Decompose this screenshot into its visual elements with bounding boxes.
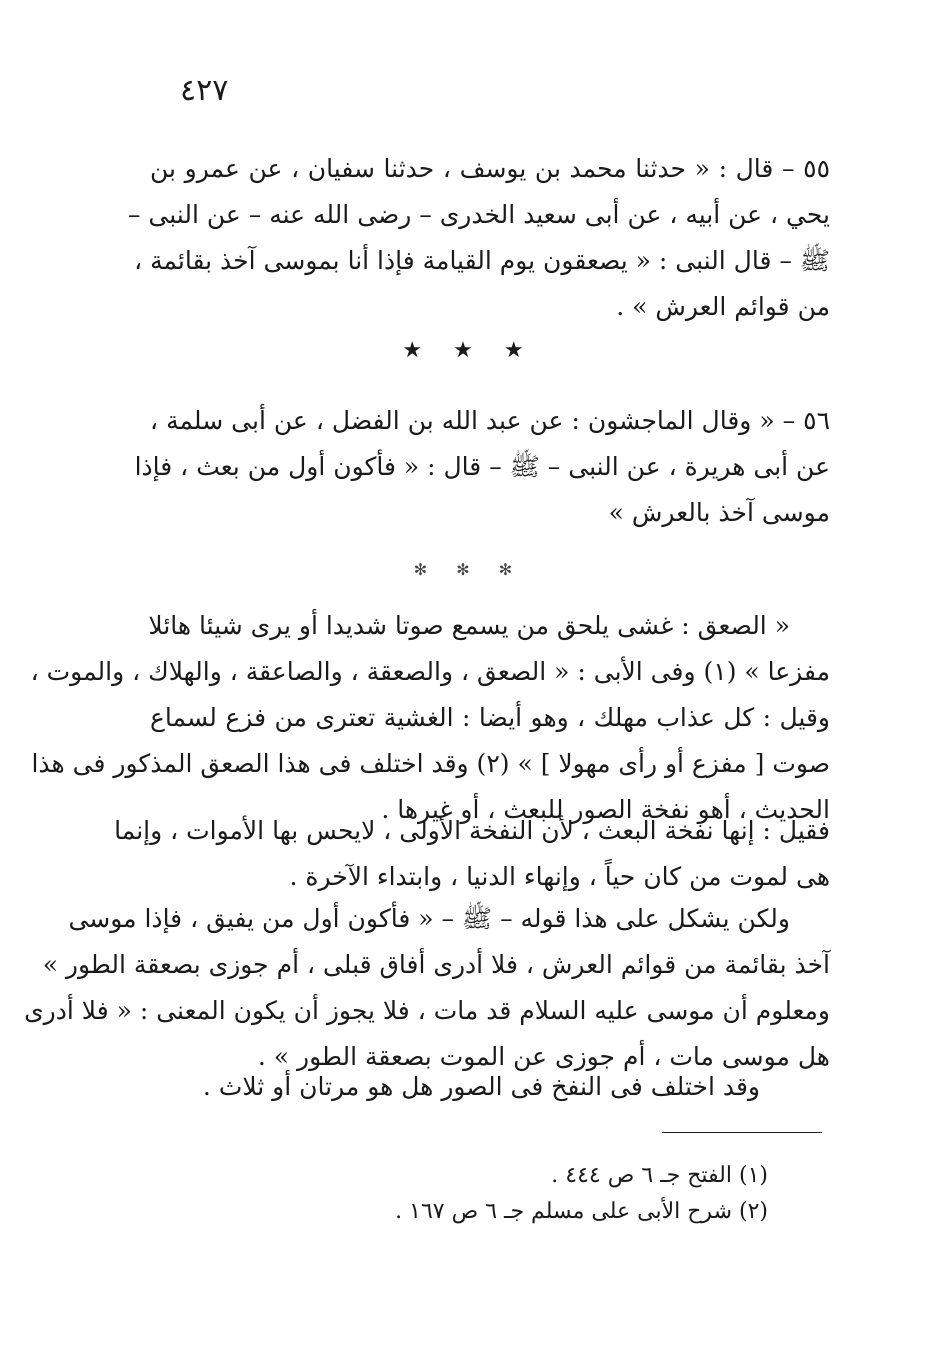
footnote-1: (١) الفتح جـ ٦ ص ٤٤٤ . — [551, 1163, 768, 1188]
footnote-2: (٢) شرح الأبى على مسلم جـ ٦ ص ١٦٧ . — [395, 1199, 768, 1224]
page-number: ٤٢٧ — [180, 73, 229, 108]
hadith-56 — [134, 398, 830, 536]
hadith-55 — [127, 146, 830, 330]
commentary-paragraph-3 — [24, 896, 830, 1080]
hadith-56-line-3: موسى آخذ بالعرش » — [608, 498, 830, 527]
hadith-55-line-3: ﷺ – قال النبى : « يصعقون يوم القيامة فإذا أنا بموسى آخذ بقائمة ، — [134, 246, 830, 275]
hadith-55-line-1: ٥٥ – قال : « حدثنا محمد بن يوسف ، حدثنا سفيان ، عن عمرو بن — [150, 154, 830, 183]
flower-separator: ✻ ✻ ✻ — [413, 560, 525, 579]
footnote-rule — [662, 1132, 822, 1133]
commentary-line: الحديث ، أهو نفخة الصور للبعث ، أو غيرها . — [381, 795, 830, 824]
footnotes — [395, 1158, 768, 1230]
commentary-line: آخذ بقائمة من قوائم العرش ، فلا أدرى أفاق قبلى ، أم جوزى بصعقة الطور » — [42, 950, 830, 979]
commentary-line: « الصعق : غشى يلحق من يسمع صوتا شديدا أو يرى شيئا هائلا — [148, 611, 790, 640]
commentary-line: فقيل : إنها نفخة البعث ، لأن النفخة الأولى ، لايحس بها الأموات ، وإنما — [114, 816, 830, 845]
commentary-line: ولكن يشكل على هذا قوله – ﷺ – « فأكون أول من يفيق ، فإذا موسى — [68, 904, 790, 933]
commentary-paragraph-1 — [30, 603, 830, 833]
commentary-line: وقيل : كل عذاب مهلك ، وهو أيضا : الغشية تعترى من فزع لسماع — [150, 703, 830, 732]
commentary-line: مفزعا » (١) وفى الأبى : « الصعق ، والصعقة ، والصاعقة ، والهلاك ، والموت ، — [30, 657, 830, 686]
commentary-line: ومعلوم أن موسى عليه السلام قد مات ، فلا يجوز أن يكون المعنى : « فلا أدرى — [24, 996, 830, 1025]
commentary-line: هل موسى مات ، أم جوزى عن الموت بصعقة الطور » . — [257, 1042, 830, 1071]
commentary-paragraph-2 — [114, 808, 830, 900]
hadith-56-line-1: ٥٦ – « وقال الماجشون : عن عبد الله بن الفضل ، عن أبى سلمة ، — [150, 406, 830, 435]
hadith-55-line-4: من قوائم العرش » . — [616, 292, 830, 321]
commentary-line: هى لموت من كان حياً ، وإنهاء الدنيا ، وابتداء الآخرة . — [289, 862, 830, 891]
commentary-line: صوت [ مفزع أو رأى مهولا ] » (٢) وقد اختلف فى هذا الصعق المذكور فى هذا — [31, 749, 830, 778]
commentary-paragraph-4 — [150, 1064, 830, 1110]
commentary-line: وقد اختلف فى النفخ فى الصور هل هو مرتان أو ثلاث . — [202, 1072, 760, 1101]
star-separator: ★ ★ ★ — [402, 338, 536, 363]
hadith-55-line-2: يحي ، عن أبيه ، عن أبى سعيد الخدرى – رضى الله عنه – عن النبى – — [127, 200, 830, 229]
hadith-56-line-2: عن أبى هريرة ، عن النبى – ﷺ – قال : « فأكون أول من بعث ، فإذا — [134, 452, 830, 481]
